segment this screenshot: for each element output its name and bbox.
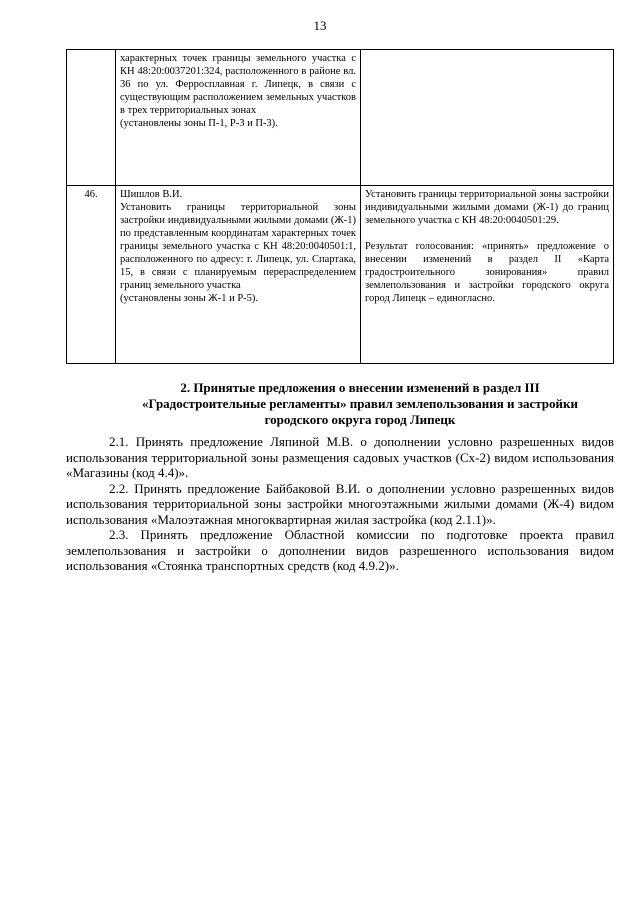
proposal-text: Установить границы территориальной зоны застройки индивидуальными жилыми домами (Ж-1) по представленным координатам характерных точек границы земельного участка с КН 48:20:0040501:1, расположенного по адресу: г. Липецк, ул. Спартака, 15, в связи с планируемым перераспределением границ земельного участка — [120, 202, 356, 291]
section-heading: 2. Принятые предложения о внесении изменений в раздел III «Градостроительные регламенты» правил землепользования и застройки городского округа город Липецк — [142, 380, 578, 427]
table-row — [67, 50, 614, 186]
paragraph-2-3: 2.3. Принять предложение Областной комиссии по подготовке проекта правил землепользования и застройки о дополнении видов разрешенного использования видом использования «Стоянка транспортных средств (код 4.9.2)». — [66, 527, 614, 573]
proposal-cell — [116, 50, 361, 186]
row-number-cell: 46. — [67, 186, 116, 364]
proposal-text: характерных точек границы земельного участка с КН 48:20:0037201:324, расположенного в районе вл. 36 по ул. Ферросплавная г. Липецк, в связи с существующим расположением земельных участков в трех территориальных зонах — [120, 53, 356, 116]
proposal-zones: (установлены зоны Ж-1 и Р-5). — [120, 293, 259, 304]
resolution-cell — [361, 50, 614, 186]
section-body — [66, 434, 614, 574]
proposal-zones: (установлены зоны П-1, Р-3 и П-3). — [120, 118, 278, 129]
row-number-cell — [67, 50, 116, 186]
vote-result: Результат голосования: «принять» предложение о внесении изменений в раздел II «Карта градостроительного зонирования» правил землепользования и застройки городского округа город Липецк – единогласно. — [365, 241, 609, 304]
proposals-table — [66, 49, 614, 364]
applicant-name: Шишлов В.И. — [120, 189, 183, 200]
resolution-text: Установить границы территориальной зоны застройки индивидуальными жилыми домами (Ж-1) до границ земельного участка с КН 48:20:0040501:29. — [365, 189, 609, 226]
proposal-cell — [116, 186, 361, 364]
table-row — [67, 186, 614, 364]
paragraph-2-2: 2.2. Принять предложение Байбаковой В.И. о дополнении условно разрешенных видов использования территориальной зоны застройки многоэтажными жилыми домами (Ж-4) видом использования «Малоэтажная многоквартирная жилая застройка (код 2.1.1)». — [66, 480, 614, 527]
resolution-cell — [361, 186, 614, 364]
page-number: 13 — [313, 18, 327, 33]
paragraph-2-1: 2.1. Принять предложение Ляпиной М.В. о дополнении условно разрешенных видов использования территориальной зоны размещения садовых участков (Сх-2) видом использования «Магазины (код 4.4)». — [66, 434, 614, 480]
